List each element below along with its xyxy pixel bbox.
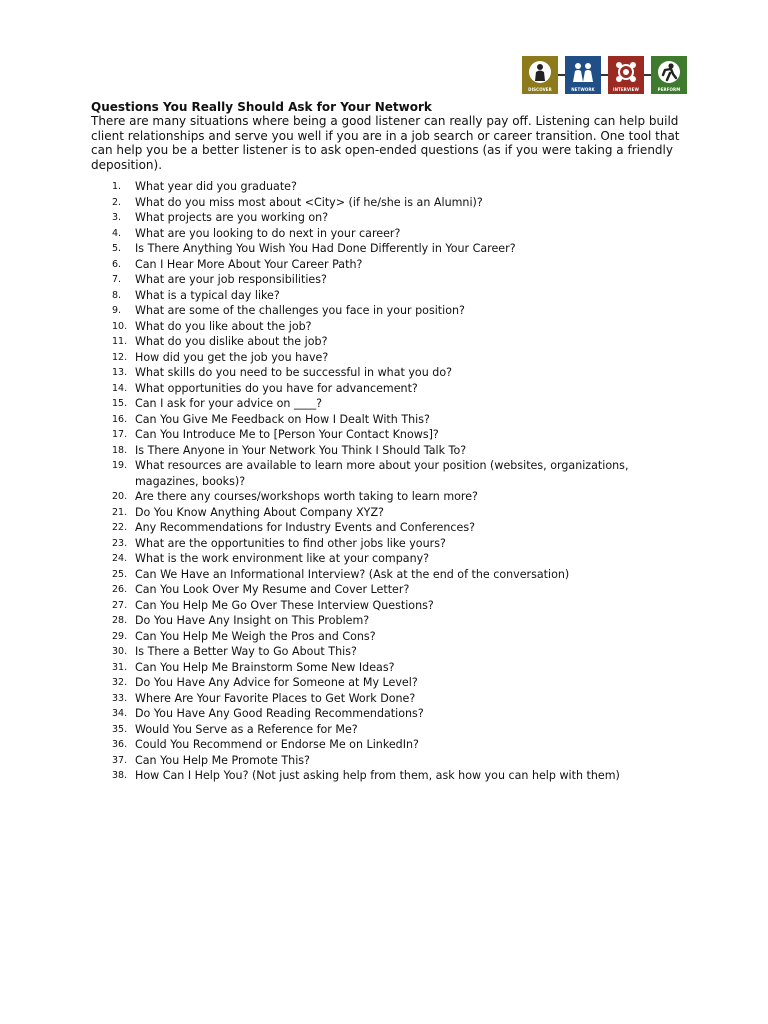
- question-number: 28.: [112, 615, 128, 626]
- question-text: Can You Look Over My Resume and Cover Letter?: [135, 583, 410, 596]
- question-item: [100, 334, 680, 350]
- question-number: 17.: [112, 429, 128, 440]
- question-number: 21.: [112, 506, 128, 518]
- document-title: Questions You Really Should Ask for Your Network: [91, 100, 432, 114]
- question-text: What do you dislike about the job?: [135, 335, 328, 348]
- question-text: Do You Have Any Insight on This Problem?: [135, 614, 370, 627]
- question-number: 22.: [112, 522, 128, 533]
- question-text: Any Recommendations for Industry Events and Conferences?: [135, 521, 475, 534]
- question-text: Could You Recommend or Endorse Me on LinkedIn?: [135, 738, 419, 751]
- question-text: Is There Anyone in Your Network You Think I Should Talk To?: [135, 443, 467, 457]
- question-number: 5.: [112, 243, 122, 254]
- question-item: [100, 582, 680, 598]
- question-item: [100, 551, 680, 567]
- question-number: 18.: [112, 444, 128, 456]
- question-item: [100, 722, 680, 738]
- question-item: [100, 505, 680, 521]
- question-number: 8.: [112, 289, 122, 301]
- question-text: What is the work environment like at your company?: [135, 552, 430, 565]
- intro-paragraph: There are many situations where being a good listener can really pay off. Listening can help build client relationships and serve you well if you are in a job search or career transition. One tool that can help you be a better listener is to ask open-ended questions (as if you were taking a friendly deposition).: [91, 114, 680, 172]
- network-figure-icon: [565, 59, 601, 85]
- question-item: [100, 319, 680, 335]
- question-text: How did you get the job you have?: [135, 350, 329, 364]
- question-item: [100, 706, 680, 722]
- question-text: What are you looking to do next in your career?: [135, 226, 401, 240]
- question-item: [100, 598, 680, 614]
- question-text: Can You Give Me Feedback on How I Dealt With This?: [135, 412, 430, 426]
- question-item: [100, 768, 680, 784]
- question-item: [100, 412, 680, 428]
- question-text: Do You Have Any Good Reading Recommendations?: [135, 707, 424, 720]
- question-text: Can We Have an Informational Interview? (Ask at the end of the conversation): [135, 567, 570, 581]
- question-item: [100, 396, 680, 412]
- question-text: What are some of the challenges you face in your position?: [135, 304, 465, 317]
- question-item: [100, 629, 680, 645]
- question-item: [100, 458, 680, 489]
- question-number: 37.: [112, 754, 128, 766]
- question-number: 7.: [112, 274, 122, 285]
- question-item: [100, 443, 680, 459]
- interview-caption: INTERVIEW: [612, 87, 639, 92]
- network-caption: NETWORK: [571, 87, 595, 92]
- question-number: 10.: [112, 320, 128, 332]
- question-text: Is There a Better Way to Go About This?: [135, 645, 357, 658]
- question-number: 1.: [112, 181, 122, 192]
- question-text: Can I ask for your advice on ____?: [135, 397, 323, 410]
- logo-connector: [644, 74, 651, 76]
- discover-caption: DISCOVER: [528, 87, 552, 92]
- question-item: [100, 753, 680, 769]
- question-item: [100, 179, 680, 195]
- question-text: Can You Help Me Go Over These Interview Questions?: [135, 598, 434, 612]
- question-text: Would You Serve as a Reference for Me?: [135, 722, 358, 736]
- question-text: What are your job responsibilities?: [135, 273, 327, 286]
- question-item: [100, 381, 680, 397]
- questions-list: [100, 179, 680, 784]
- question-item: [100, 536, 680, 552]
- question-number: 2.: [112, 196, 122, 208]
- question-number: 3.: [112, 212, 122, 223]
- question-text: What is a typical day like?: [135, 288, 280, 302]
- question-text: What do you miss most about <City> (if he/she is an Alumni)?: [135, 195, 483, 209]
- question-text: What resources are available to learn more about your position (websites, organizations, magazines, books)?: [135, 459, 629, 488]
- question-number: 4.: [112, 227, 122, 239]
- question-number: 30.: [112, 646, 128, 657]
- question-text: What are the opportunities to find other jobs like yours?: [135, 536, 446, 550]
- question-item: [100, 226, 680, 242]
- question-text: Can I Hear More About Your Career Path?: [135, 257, 363, 271]
- question-number: 12.: [112, 351, 128, 363]
- question-number: 16.: [112, 413, 128, 425]
- question-number: 32.: [112, 677, 128, 688]
- question-text: Can You Introduce Me to [Person Your Contact Knows]?: [135, 428, 439, 441]
- network-badge: [565, 56, 601, 94]
- logo-connector: [601, 74, 608, 76]
- question-text: What year did you graduate?: [135, 180, 297, 193]
- question-number: 36.: [112, 739, 128, 750]
- question-text: Can You Help Me Weigh the Pros and Cons?: [135, 629, 376, 643]
- question-item: [100, 489, 680, 505]
- question-text: What opportunities do you have for advancement?: [135, 381, 418, 395]
- question-item: [100, 365, 680, 381]
- perform-figure-icon: [651, 59, 687, 85]
- question-item: [100, 567, 680, 583]
- question-text: Where Are Your Favorite Places to Get Work Done?: [135, 691, 416, 705]
- question-item: [100, 613, 680, 629]
- question-text: Do You Know Anything About Company XYZ?: [135, 505, 384, 519]
- question-item: [100, 272, 680, 288]
- question-number: 38.: [112, 770, 128, 781]
- logo-connector: [558, 74, 565, 76]
- question-number: 35.: [112, 723, 128, 735]
- question-item: [100, 675, 680, 691]
- interview-figure-icon: [608, 59, 644, 85]
- question-text: Can You Help Me Promote This?: [135, 753, 310, 767]
- question-number: 20.: [112, 491, 128, 502]
- question-item: [100, 257, 680, 273]
- interview-badge: [608, 56, 644, 94]
- question-number: 19.: [112, 460, 128, 471]
- question-text: How Can I Help You? (Not just asking help from them, ask how you can help with them): [135, 769, 620, 782]
- question-item: [100, 303, 680, 319]
- question-text: Is There Anything You Wish You Had Done Differently in Your Career?: [135, 242, 516, 255]
- discover-badge: [522, 56, 558, 94]
- question-number: 25.: [112, 568, 128, 580]
- question-number: 11.: [112, 336, 128, 347]
- question-item: [100, 691, 680, 707]
- question-item: [100, 288, 680, 304]
- question-item: [100, 644, 680, 660]
- question-text: Are there any courses/workshops worth taking to learn more?: [135, 490, 478, 503]
- perform-caption: PERFORM: [657, 87, 681, 92]
- question-item: [100, 660, 680, 676]
- question-text: What projects are you working on?: [135, 211, 329, 224]
- question-number: 31.: [112, 661, 128, 673]
- discover-figure-icon: [522, 59, 558, 85]
- question-item: [100, 241, 680, 257]
- question-number: 6.: [112, 258, 122, 270]
- question-text: What do you like about the job?: [135, 319, 312, 333]
- question-item: [100, 427, 680, 443]
- question-item: [100, 195, 680, 211]
- question-number: 34.: [112, 708, 128, 719]
- question-item: [100, 737, 680, 753]
- question-text: Do You Have Any Advice for Someone at My Level?: [135, 676, 418, 689]
- perform-badge: [651, 56, 687, 94]
- question-item: [100, 210, 680, 226]
- question-item: [100, 350, 680, 366]
- question-number: 14.: [112, 382, 128, 394]
- question-item: [100, 520, 680, 536]
- logo-strip: [522, 55, 687, 95]
- question-number: 15.: [112, 398, 128, 409]
- question-text: Can You Help Me Brainstorm Some New Ideas?: [135, 660, 395, 674]
- question-number: 33.: [112, 692, 128, 704]
- question-number: 23.: [112, 537, 128, 549]
- question-number: 26.: [112, 584, 128, 595]
- question-number: 9.: [112, 305, 122, 316]
- question-number: 29.: [112, 630, 128, 642]
- question-number: 27.: [112, 599, 128, 611]
- question-number: 24.: [112, 553, 128, 564]
- question-text: What skills do you need to be successful in what you do?: [135, 366, 452, 379]
- question-number: 13.: [112, 367, 128, 378]
